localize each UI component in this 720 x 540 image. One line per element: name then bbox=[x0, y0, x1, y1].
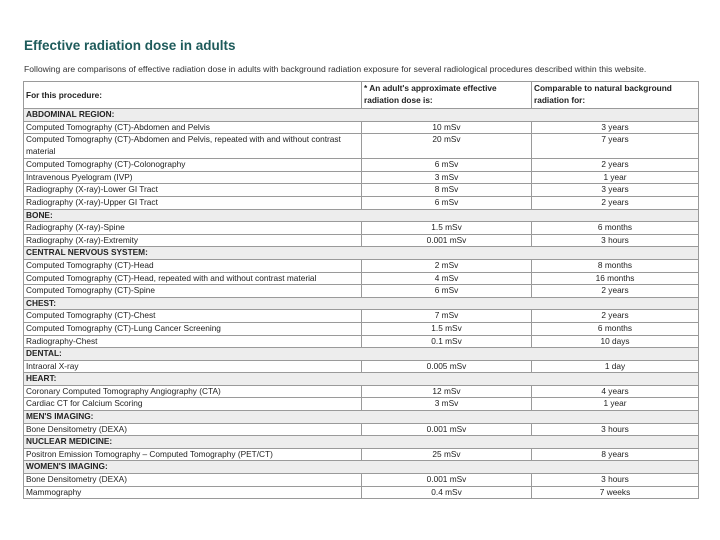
table-row bbox=[24, 360, 699, 373]
table-row bbox=[24, 184, 699, 197]
section-row bbox=[24, 373, 699, 386]
procedure-cell: Computed Tomography (CT)-Abdomen and Pelvis bbox=[24, 121, 362, 134]
intro-text: Following are comparisons of effective radiation dose in adults with background radiation exposure for several radiological procedures described within this website. bbox=[24, 64, 647, 74]
procedure-cell: Computed Tomography (CT)-Lung Cancer Screening bbox=[24, 322, 362, 335]
table-row bbox=[24, 222, 699, 235]
header-dose: * An adult's approximate effective radiation dose is: bbox=[362, 82, 532, 109]
section-heading: MEN'S IMAGING: bbox=[24, 411, 699, 424]
dose-cell: 0.1 mSv bbox=[362, 335, 532, 348]
procedure-cell: Intravenous Pyelogram (IVP) bbox=[24, 171, 362, 184]
dose-cell: 8 mSv bbox=[362, 184, 532, 197]
dose-cell: 6 mSv bbox=[362, 285, 532, 298]
procedure-cell: Positron Emission Tomography – Computed Tomography (PET/CT) bbox=[24, 448, 362, 461]
table-row bbox=[24, 121, 699, 134]
dose-cell: 0.4 mSv bbox=[362, 486, 532, 499]
dose-cell: 10 mSv bbox=[362, 121, 532, 134]
table-row bbox=[24, 423, 699, 436]
dose-cell: 3 mSv bbox=[362, 171, 532, 184]
comparable-cell: 2 years bbox=[532, 285, 699, 298]
procedure-cell: Bone Densitometry (DEXA) bbox=[24, 423, 362, 436]
section-heading: ABDOMINAL REGION: bbox=[24, 109, 699, 122]
section-row bbox=[24, 209, 699, 222]
comparable-cell: 2 years bbox=[532, 196, 699, 209]
procedure-cell: Radiography (X-ray)-Extremity bbox=[24, 234, 362, 247]
procedure-cell: Bone Densitometry (DEXA) bbox=[24, 474, 362, 487]
dose-cell: 6 mSv bbox=[362, 196, 532, 209]
comparable-cell: 7 years bbox=[532, 134, 699, 159]
section-row bbox=[24, 348, 699, 361]
procedure-cell: Computed Tomography (CT)-Abdomen and Pelvis, repeated with and without contrast material bbox=[24, 134, 362, 159]
table-row bbox=[24, 310, 699, 323]
section-heading: WOMEN'S IMAGING: bbox=[24, 461, 699, 474]
section-row bbox=[24, 461, 699, 474]
table-row bbox=[24, 335, 699, 348]
comparable-cell: 3 hours bbox=[532, 234, 699, 247]
section-heading: CENTRAL NERVOUS SYSTEM: bbox=[24, 247, 699, 260]
procedure-cell: Mammography bbox=[24, 486, 362, 499]
comparable-cell: 8 years bbox=[532, 448, 699, 461]
table-row bbox=[24, 285, 699, 298]
comparable-cell: 10 days bbox=[532, 335, 699, 348]
comparable-cell: 3 years bbox=[532, 184, 699, 197]
comparable-cell: 2 years bbox=[532, 159, 699, 172]
table-row bbox=[24, 159, 699, 172]
section-heading: HEART: bbox=[24, 373, 699, 386]
section-row bbox=[24, 109, 699, 122]
procedure-cell: Computed Tomography (CT)-Colonography bbox=[24, 159, 362, 172]
section-row bbox=[24, 411, 699, 424]
dose-cell: 2 mSv bbox=[362, 259, 532, 272]
comparable-cell: 6 months bbox=[532, 322, 699, 335]
table-row bbox=[24, 398, 699, 411]
table-row bbox=[24, 259, 699, 272]
dose-cell: 0.001 mSv bbox=[362, 474, 532, 487]
header-comparable: Comparable to natural background radiation for: bbox=[532, 82, 699, 109]
comparable-cell: 2 years bbox=[532, 310, 699, 323]
section-heading: BONE: bbox=[24, 209, 699, 222]
section-heading: CHEST: bbox=[24, 297, 699, 310]
procedure-cell: Cardiac CT for Calcium Scoring bbox=[24, 398, 362, 411]
section-row bbox=[24, 247, 699, 260]
comparable-cell: 16 months bbox=[532, 272, 699, 285]
procedure-cell: Coronary Computed Tomography Angiography (CTA) bbox=[24, 385, 362, 398]
procedure-cell: Computed Tomography (CT)-Chest bbox=[24, 310, 362, 323]
dose-cell: 1.5 mSv bbox=[362, 222, 532, 235]
dose-table bbox=[23, 81, 699, 499]
comparable-cell: 1 year bbox=[532, 398, 699, 411]
procedure-cell: Computed Tomography (CT)-Head bbox=[24, 259, 362, 272]
procedure-cell: Computed Tomography (CT)-Spine bbox=[24, 285, 362, 298]
table-row bbox=[24, 134, 699, 159]
section-heading: NUCLEAR MEDICINE: bbox=[24, 436, 699, 449]
page-title: Effective radiation dose in adults bbox=[24, 38, 236, 53]
comparable-cell: 3 hours bbox=[532, 423, 699, 436]
comparable-cell: 3 years bbox=[532, 121, 699, 134]
comparable-cell: 1 year bbox=[532, 171, 699, 184]
procedure-cell: Radiography (X-ray)-Spine bbox=[24, 222, 362, 235]
dose-cell: 12 mSv bbox=[362, 385, 532, 398]
table-row bbox=[24, 234, 699, 247]
section-row bbox=[24, 297, 699, 310]
procedure-cell: Intraoral X-ray bbox=[24, 360, 362, 373]
table-row bbox=[24, 272, 699, 285]
section-heading: DENTAL: bbox=[24, 348, 699, 361]
table-row bbox=[24, 196, 699, 209]
comparable-cell: 4 years bbox=[532, 385, 699, 398]
dose-cell: 1.5 mSv bbox=[362, 322, 532, 335]
dose-cell: 7 mSv bbox=[362, 310, 532, 323]
comparable-cell: 6 months bbox=[532, 222, 699, 235]
dose-cell: 20 mSv bbox=[362, 134, 532, 159]
dose-cell: 0.005 mSv bbox=[362, 360, 532, 373]
table-row bbox=[24, 322, 699, 335]
dose-cell: 4 mSv bbox=[362, 272, 532, 285]
procedure-cell: Computed Tomography (CT)-Head, repeated with and without contrast material bbox=[24, 272, 362, 285]
table-header-row bbox=[24, 82, 699, 109]
header-procedure: For this procedure: bbox=[24, 82, 362, 109]
comparable-cell: 3 hours bbox=[532, 474, 699, 487]
dose-cell: 6 mSv bbox=[362, 159, 532, 172]
procedure-cell: Radiography-Chest bbox=[24, 335, 362, 348]
table-row bbox=[24, 474, 699, 487]
dose-cell: 3 mSv bbox=[362, 398, 532, 411]
comparable-cell: 1 day bbox=[532, 360, 699, 373]
comparable-cell: 7 weeks bbox=[532, 486, 699, 499]
procedure-cell: Radiography (X-ray)-Lower GI Tract bbox=[24, 184, 362, 197]
section-row bbox=[24, 436, 699, 449]
dose-cell: 25 mSv bbox=[362, 448, 532, 461]
table-row bbox=[24, 171, 699, 184]
dose-cell: 0.001 mSv bbox=[362, 423, 532, 436]
dose-cell: 0.001 mSv bbox=[362, 234, 532, 247]
comparable-cell: 8 months bbox=[532, 259, 699, 272]
table-row bbox=[24, 448, 699, 461]
procedure-cell: Radiography (X-ray)-Upper GI Tract bbox=[24, 196, 362, 209]
table-row bbox=[24, 385, 699, 398]
table-row bbox=[24, 486, 699, 499]
